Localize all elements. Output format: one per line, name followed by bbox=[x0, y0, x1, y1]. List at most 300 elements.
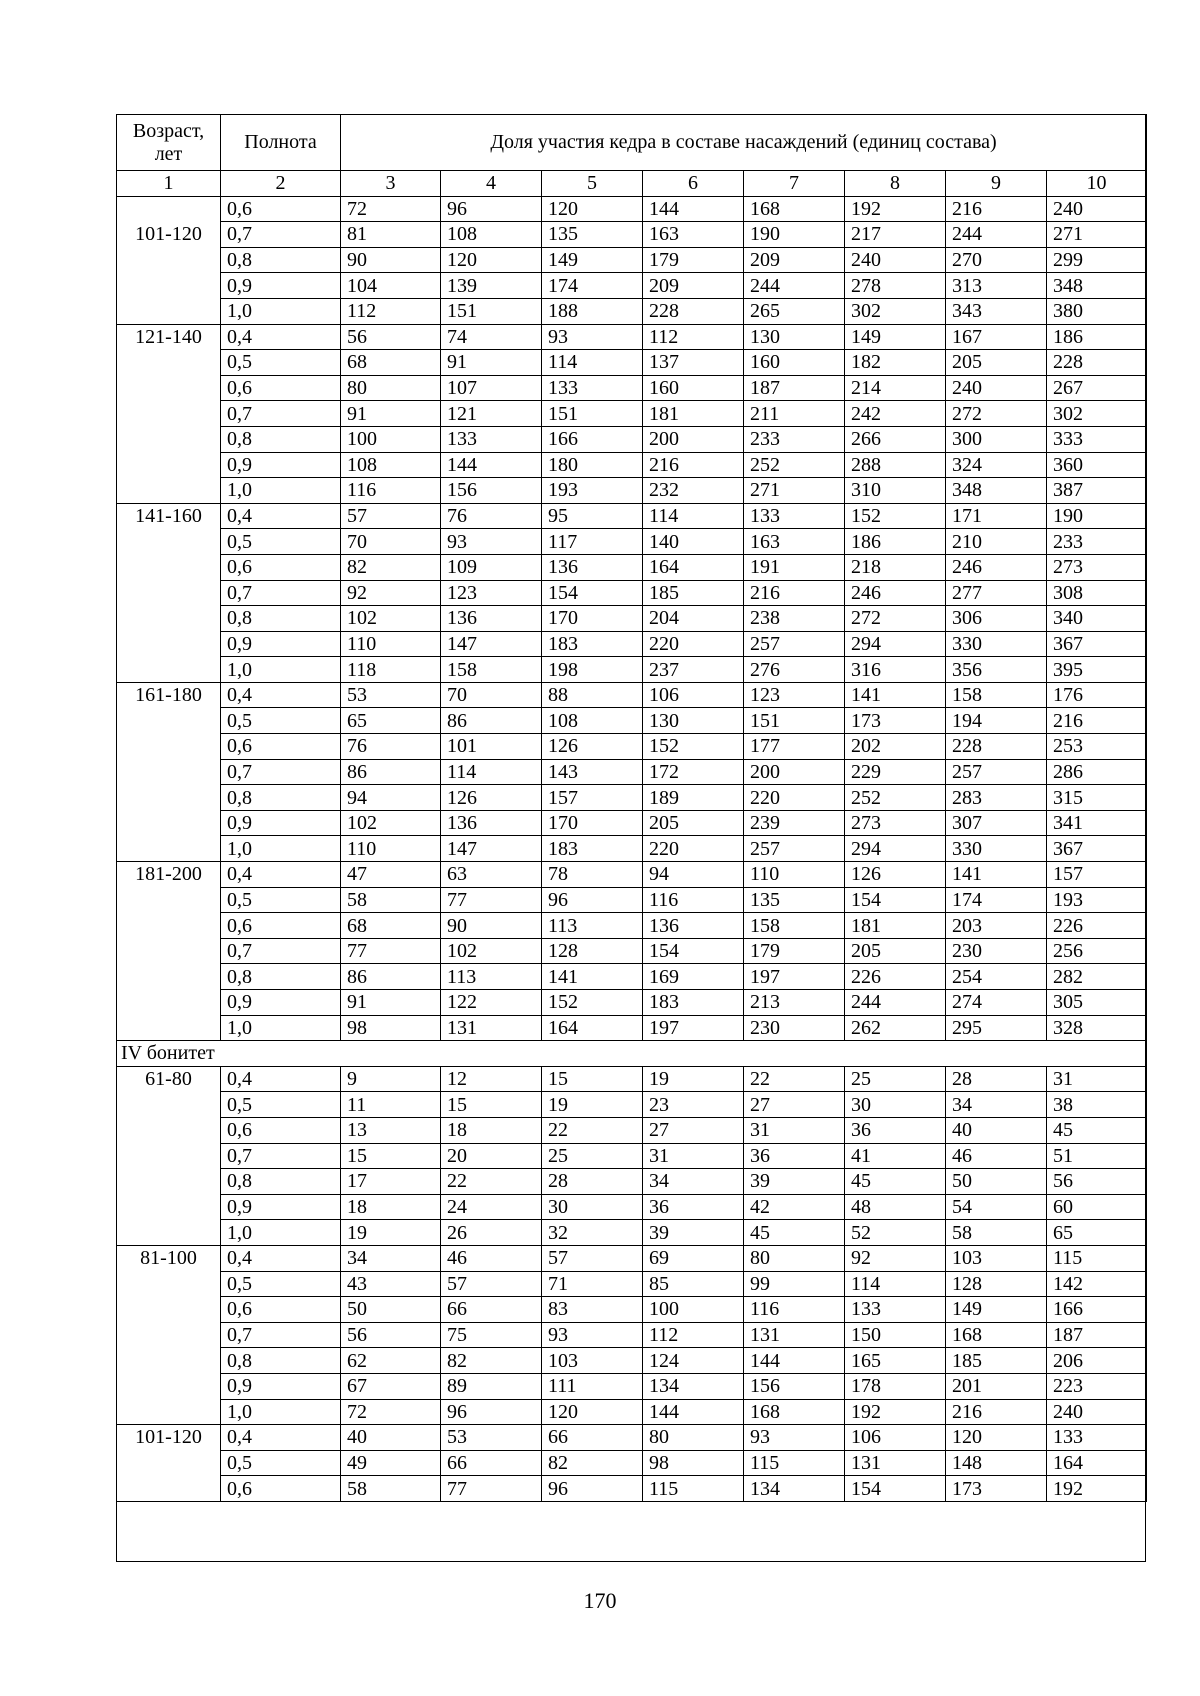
value-cell: 18 bbox=[441, 1117, 542, 1143]
density-cell: 0,8 bbox=[221, 1348, 341, 1374]
table-row bbox=[117, 529, 1147, 555]
table-row bbox=[117, 1450, 1147, 1476]
value-cell: 98 bbox=[341, 1015, 441, 1041]
value-cell: 110 bbox=[744, 862, 845, 888]
density-cell: 0,6 bbox=[221, 734, 341, 760]
value-cell: 34 bbox=[643, 1169, 744, 1195]
value-cell: 40 bbox=[341, 1425, 441, 1451]
density-cell: 0,4 bbox=[221, 682, 341, 708]
value-cell: 96 bbox=[441, 196, 542, 222]
density-cell: 0,8 bbox=[221, 247, 341, 273]
age-cell bbox=[117, 1322, 221, 1348]
table-row bbox=[117, 1373, 1147, 1399]
value-cell: 58 bbox=[341, 887, 441, 913]
value-cell: 186 bbox=[845, 529, 946, 555]
column-number: 5 bbox=[542, 171, 643, 197]
value-cell: 123 bbox=[744, 682, 845, 708]
value-cell: 56 bbox=[341, 1322, 441, 1348]
value-cell: 174 bbox=[542, 273, 643, 299]
value-cell: 185 bbox=[643, 580, 744, 606]
value-cell: 91 bbox=[341, 401, 441, 427]
age-cell bbox=[117, 836, 221, 862]
value-cell: 164 bbox=[1047, 1450, 1147, 1476]
age-cell bbox=[117, 273, 221, 299]
age-cell bbox=[117, 298, 221, 324]
value-cell: 193 bbox=[542, 478, 643, 504]
value-cell: 340 bbox=[1047, 606, 1147, 632]
value-cell: 151 bbox=[542, 401, 643, 427]
value-cell: 217 bbox=[845, 222, 946, 248]
value-cell: 387 bbox=[1047, 478, 1147, 504]
value-cell: 154 bbox=[845, 887, 946, 913]
age-cell bbox=[117, 1271, 221, 1297]
value-cell: 209 bbox=[643, 273, 744, 299]
value-cell: 141 bbox=[542, 964, 643, 990]
value-cell: 93 bbox=[441, 529, 542, 555]
column-number: 9 bbox=[946, 171, 1047, 197]
value-cell: 18 bbox=[341, 1194, 441, 1220]
age-cell bbox=[117, 375, 221, 401]
value-cell: 42 bbox=[744, 1194, 845, 1220]
value-cell: 134 bbox=[643, 1373, 744, 1399]
value-cell: 205 bbox=[643, 810, 744, 836]
value-cell: 218 bbox=[845, 554, 946, 580]
value-cell: 152 bbox=[542, 990, 643, 1016]
age-cell bbox=[117, 478, 221, 504]
value-cell: 27 bbox=[643, 1117, 744, 1143]
table-row bbox=[117, 759, 1147, 785]
value-cell: 192 bbox=[845, 1399, 946, 1425]
value-cell: 181 bbox=[845, 913, 946, 939]
value-cell: 131 bbox=[845, 1450, 946, 1476]
value-cell: 151 bbox=[744, 708, 845, 734]
value-cell: 274 bbox=[946, 990, 1047, 1016]
density-cell: 0,9 bbox=[221, 631, 341, 657]
value-cell: 120 bbox=[946, 1425, 1047, 1451]
value-cell: 310 bbox=[845, 478, 946, 504]
value-cell: 160 bbox=[643, 375, 744, 401]
age-cell bbox=[117, 452, 221, 478]
table-row bbox=[117, 913, 1147, 939]
density-cell: 0,4 bbox=[221, 1425, 341, 1451]
age-cell: 61-80 bbox=[117, 1066, 221, 1092]
value-cell: 265 bbox=[744, 298, 845, 324]
value-cell: 183 bbox=[542, 631, 643, 657]
value-cell: 286 bbox=[1047, 759, 1147, 785]
density-cell: 0,9 bbox=[221, 990, 341, 1016]
value-cell: 70 bbox=[441, 682, 542, 708]
age-cell bbox=[117, 759, 221, 785]
header-age: Возраст, лет bbox=[117, 115, 221, 171]
value-cell: 116 bbox=[341, 478, 441, 504]
page-number: 170 bbox=[583, 1588, 617, 1613]
value-cell: 28 bbox=[946, 1066, 1047, 1092]
value-cell: 152 bbox=[845, 503, 946, 529]
value-cell: 77 bbox=[441, 1476, 542, 1502]
value-cell: 91 bbox=[341, 990, 441, 1016]
value-cell: 216 bbox=[744, 580, 845, 606]
age-cell bbox=[117, 785, 221, 811]
table-row bbox=[117, 580, 1147, 606]
value-cell: 115 bbox=[643, 1476, 744, 1502]
value-cell: 112 bbox=[341, 298, 441, 324]
value-cell: 80 bbox=[744, 1245, 845, 1271]
value-cell: 191 bbox=[744, 554, 845, 580]
value-cell: 53 bbox=[341, 682, 441, 708]
value-cell: 190 bbox=[1047, 503, 1147, 529]
age-cell: 141-160 bbox=[117, 503, 221, 529]
density-cell: 0,5 bbox=[221, 529, 341, 555]
value-cell: 172 bbox=[643, 759, 744, 785]
value-cell: 95 bbox=[542, 503, 643, 529]
value-cell: 266 bbox=[845, 426, 946, 452]
value-cell: 246 bbox=[946, 554, 1047, 580]
column-number: 3 bbox=[341, 171, 441, 197]
value-cell: 205 bbox=[845, 938, 946, 964]
data-table bbox=[116, 114, 1147, 1502]
density-cell: 0,8 bbox=[221, 426, 341, 452]
value-cell: 39 bbox=[744, 1169, 845, 1195]
section-title: IV бонитет bbox=[117, 1041, 1147, 1067]
value-cell: 46 bbox=[946, 1143, 1047, 1169]
value-cell: 194 bbox=[946, 708, 1047, 734]
value-cell: 302 bbox=[845, 298, 946, 324]
column-number: 10 bbox=[1047, 171, 1147, 197]
density-cell: 1,0 bbox=[221, 1399, 341, 1425]
value-cell: 120 bbox=[542, 196, 643, 222]
value-cell: 156 bbox=[441, 478, 542, 504]
value-cell: 50 bbox=[341, 1297, 441, 1323]
value-cell: 154 bbox=[845, 1476, 946, 1502]
value-cell: 203 bbox=[946, 913, 1047, 939]
value-cell: 176 bbox=[1047, 682, 1147, 708]
value-cell: 109 bbox=[441, 554, 542, 580]
value-cell: 257 bbox=[946, 759, 1047, 785]
value-cell: 141 bbox=[946, 862, 1047, 888]
value-cell: 25 bbox=[542, 1143, 643, 1169]
section-title-row bbox=[117, 1041, 1147, 1067]
table-row bbox=[117, 1117, 1147, 1143]
density-cell: 0,7 bbox=[221, 401, 341, 427]
value-cell: 70 bbox=[341, 529, 441, 555]
value-cell: 226 bbox=[1047, 913, 1147, 939]
value-cell: 226 bbox=[845, 964, 946, 990]
age-cell bbox=[117, 631, 221, 657]
header-density: Полнота bbox=[221, 115, 341, 171]
value-cell: 68 bbox=[341, 350, 441, 376]
value-cell: 328 bbox=[1047, 1015, 1147, 1041]
value-cell: 154 bbox=[643, 938, 744, 964]
value-cell: 122 bbox=[441, 990, 542, 1016]
value-cell: 157 bbox=[542, 785, 643, 811]
value-cell: 80 bbox=[643, 1425, 744, 1451]
value-cell: 163 bbox=[643, 222, 744, 248]
value-cell: 185 bbox=[946, 1348, 1047, 1374]
value-cell: 137 bbox=[643, 350, 744, 376]
value-cell: 40 bbox=[946, 1117, 1047, 1143]
value-cell: 197 bbox=[643, 1015, 744, 1041]
value-cell: 142 bbox=[1047, 1271, 1147, 1297]
value-cell: 94 bbox=[643, 862, 744, 888]
value-cell: 257 bbox=[744, 631, 845, 657]
value-cell: 151 bbox=[441, 298, 542, 324]
density-cell: 0,8 bbox=[221, 964, 341, 990]
value-cell: 173 bbox=[946, 1476, 1047, 1502]
value-cell: 56 bbox=[1047, 1169, 1147, 1195]
value-cell: 131 bbox=[744, 1322, 845, 1348]
age-cell bbox=[117, 350, 221, 376]
value-cell: 239 bbox=[744, 810, 845, 836]
table-row bbox=[117, 401, 1147, 427]
value-cell: 295 bbox=[946, 1015, 1047, 1041]
value-cell: 66 bbox=[441, 1297, 542, 1323]
value-cell: 135 bbox=[542, 222, 643, 248]
value-cell: 115 bbox=[1047, 1245, 1147, 1271]
value-cell: 135 bbox=[744, 887, 845, 913]
value-cell: 252 bbox=[845, 785, 946, 811]
value-cell: 100 bbox=[643, 1297, 744, 1323]
value-cell: 48 bbox=[845, 1194, 946, 1220]
value-cell: 299 bbox=[1047, 247, 1147, 273]
value-cell: 23 bbox=[643, 1092, 744, 1118]
table-row bbox=[117, 964, 1147, 990]
age-cell bbox=[117, 1169, 221, 1195]
age-cell bbox=[117, 426, 221, 452]
value-cell: 143 bbox=[542, 759, 643, 785]
value-cell: 333 bbox=[1047, 426, 1147, 452]
column-number: 1 bbox=[117, 171, 221, 197]
value-cell: 76 bbox=[341, 734, 441, 760]
value-cell: 202 bbox=[845, 734, 946, 760]
age-cell: 81-100 bbox=[117, 1245, 221, 1271]
value-cell: 47 bbox=[341, 862, 441, 888]
value-cell: 51 bbox=[1047, 1143, 1147, 1169]
value-cell: 56 bbox=[341, 324, 441, 350]
value-cell: 114 bbox=[643, 503, 744, 529]
value-cell: 140 bbox=[643, 529, 744, 555]
value-cell: 103 bbox=[542, 1348, 643, 1374]
value-cell: 22 bbox=[542, 1117, 643, 1143]
density-cell: 0,7 bbox=[221, 580, 341, 606]
table-row bbox=[117, 426, 1147, 452]
value-cell: 60 bbox=[1047, 1194, 1147, 1220]
density-cell: 0,9 bbox=[221, 1373, 341, 1399]
value-cell: 31 bbox=[1047, 1066, 1147, 1092]
value-cell: 313 bbox=[946, 273, 1047, 299]
value-cell: 114 bbox=[845, 1271, 946, 1297]
age-cell bbox=[117, 1373, 221, 1399]
value-cell: 116 bbox=[744, 1297, 845, 1323]
age-cell bbox=[117, 1348, 221, 1374]
age-cell bbox=[117, 196, 221, 222]
value-cell: 168 bbox=[946, 1322, 1047, 1348]
value-cell: 114 bbox=[542, 350, 643, 376]
value-cell: 183 bbox=[643, 990, 744, 1016]
density-cell: 1,0 bbox=[221, 298, 341, 324]
value-cell: 302 bbox=[1047, 401, 1147, 427]
value-cell: 144 bbox=[744, 1348, 845, 1374]
value-cell: 31 bbox=[643, 1143, 744, 1169]
value-cell: 45 bbox=[845, 1169, 946, 1195]
value-cell: 246 bbox=[845, 580, 946, 606]
density-cell: 0,4 bbox=[221, 324, 341, 350]
value-cell: 276 bbox=[744, 657, 845, 683]
value-cell: 163 bbox=[744, 529, 845, 555]
value-cell: 116 bbox=[643, 887, 744, 913]
density-cell: 0,7 bbox=[221, 938, 341, 964]
age-cell: 121-140 bbox=[117, 324, 221, 350]
table-row bbox=[117, 247, 1147, 273]
value-cell: 187 bbox=[1047, 1322, 1147, 1348]
value-cell: 57 bbox=[441, 1271, 542, 1297]
value-cell: 121 bbox=[441, 401, 542, 427]
value-cell: 80 bbox=[341, 375, 441, 401]
value-cell: 67 bbox=[341, 1373, 441, 1399]
value-cell: 78 bbox=[542, 862, 643, 888]
value-cell: 36 bbox=[744, 1143, 845, 1169]
value-cell: 39 bbox=[643, 1220, 744, 1246]
table-row bbox=[117, 836, 1147, 862]
age-cell bbox=[117, 1476, 221, 1502]
value-cell: 190 bbox=[744, 222, 845, 248]
density-cell: 0,6 bbox=[221, 1297, 341, 1323]
value-cell: 65 bbox=[341, 708, 441, 734]
value-cell: 131 bbox=[441, 1015, 542, 1041]
value-cell: 348 bbox=[946, 478, 1047, 504]
value-cell: 228 bbox=[946, 734, 1047, 760]
table-row bbox=[117, 1015, 1147, 1041]
value-cell: 233 bbox=[744, 426, 845, 452]
header-row bbox=[117, 115, 1147, 171]
column-number-row bbox=[117, 171, 1147, 197]
value-cell: 307 bbox=[946, 810, 1047, 836]
value-cell: 242 bbox=[845, 401, 946, 427]
value-cell: 53 bbox=[441, 1425, 542, 1451]
value-cell: 93 bbox=[542, 1322, 643, 1348]
value-cell: 108 bbox=[341, 452, 441, 478]
table-row bbox=[117, 273, 1147, 299]
value-cell: 294 bbox=[845, 836, 946, 862]
value-cell: 271 bbox=[1047, 222, 1147, 248]
density-cell: 1,0 bbox=[221, 1220, 341, 1246]
value-cell: 223 bbox=[1047, 1373, 1147, 1399]
age-cell bbox=[117, 1194, 221, 1220]
age-cell bbox=[117, 554, 221, 580]
value-cell: 152 bbox=[643, 734, 744, 760]
value-cell: 144 bbox=[643, 1399, 744, 1425]
value-cell: 72 bbox=[341, 196, 441, 222]
value-cell: 330 bbox=[946, 836, 1047, 862]
value-cell: 123 bbox=[441, 580, 542, 606]
value-cell: 77 bbox=[441, 887, 542, 913]
value-cell: 230 bbox=[946, 938, 1047, 964]
value-cell: 15 bbox=[341, 1143, 441, 1169]
column-number: 8 bbox=[845, 171, 946, 197]
value-cell: 57 bbox=[542, 1245, 643, 1271]
value-cell: 81 bbox=[341, 222, 441, 248]
value-cell: 113 bbox=[542, 913, 643, 939]
age-cell bbox=[117, 913, 221, 939]
density-cell: 0,5 bbox=[221, 1450, 341, 1476]
value-cell: 220 bbox=[643, 631, 744, 657]
density-cell: 0,7 bbox=[221, 1322, 341, 1348]
value-cell: 180 bbox=[542, 452, 643, 478]
column-number: 2 bbox=[221, 171, 341, 197]
value-cell: 113 bbox=[441, 964, 542, 990]
value-cell: 270 bbox=[946, 247, 1047, 273]
table-row bbox=[117, 1348, 1147, 1374]
value-cell: 115 bbox=[744, 1450, 845, 1476]
value-cell: 272 bbox=[845, 606, 946, 632]
value-cell: 170 bbox=[542, 606, 643, 632]
table-row bbox=[117, 554, 1147, 580]
value-cell: 93 bbox=[744, 1425, 845, 1451]
value-cell: 186 bbox=[1047, 324, 1147, 350]
value-cell: 46 bbox=[441, 1245, 542, 1271]
value-cell: 92 bbox=[341, 580, 441, 606]
value-cell: 12 bbox=[441, 1066, 542, 1092]
value-cell: 88 bbox=[542, 682, 643, 708]
table-row bbox=[117, 375, 1147, 401]
value-cell: 128 bbox=[542, 938, 643, 964]
value-cell: 43 bbox=[341, 1271, 441, 1297]
density-cell: 0,6 bbox=[221, 554, 341, 580]
value-cell: 66 bbox=[441, 1450, 542, 1476]
density-cell: 1,0 bbox=[221, 1015, 341, 1041]
value-cell: 65 bbox=[1047, 1220, 1147, 1246]
value-cell: 108 bbox=[441, 222, 542, 248]
value-cell: 112 bbox=[643, 1322, 744, 1348]
value-cell: 367 bbox=[1047, 836, 1147, 862]
table-row bbox=[117, 1476, 1147, 1502]
table-row bbox=[117, 1245, 1147, 1271]
value-cell: 30 bbox=[542, 1194, 643, 1220]
value-cell: 85 bbox=[643, 1271, 744, 1297]
value-cell: 77 bbox=[341, 938, 441, 964]
value-cell: 133 bbox=[441, 426, 542, 452]
table-row bbox=[117, 478, 1147, 504]
value-cell: 360 bbox=[1047, 452, 1147, 478]
value-cell: 201 bbox=[946, 1373, 1047, 1399]
value-cell: 34 bbox=[946, 1092, 1047, 1118]
age-cell bbox=[117, 247, 221, 273]
value-cell: 283 bbox=[946, 785, 1047, 811]
table-row bbox=[117, 1194, 1147, 1220]
value-cell: 240 bbox=[845, 247, 946, 273]
value-cell: 101 bbox=[441, 734, 542, 760]
density-cell: 0,5 bbox=[221, 708, 341, 734]
value-cell: 62 bbox=[341, 1348, 441, 1374]
value-cell: 214 bbox=[845, 375, 946, 401]
value-cell: 232 bbox=[643, 478, 744, 504]
density-cell: 0,5 bbox=[221, 1271, 341, 1297]
value-cell: 136 bbox=[441, 606, 542, 632]
value-cell: 126 bbox=[441, 785, 542, 811]
density-cell: 0,6 bbox=[221, 1117, 341, 1143]
density-cell: 0,6 bbox=[221, 375, 341, 401]
age-cell bbox=[117, 938, 221, 964]
table-row bbox=[117, 503, 1147, 529]
value-cell: 99 bbox=[744, 1271, 845, 1297]
table-row bbox=[117, 1322, 1147, 1348]
table-row bbox=[117, 862, 1147, 888]
value-cell: 170 bbox=[542, 810, 643, 836]
value-cell: 164 bbox=[542, 1015, 643, 1041]
value-cell: 240 bbox=[1047, 1399, 1147, 1425]
value-cell: 233 bbox=[1047, 529, 1147, 555]
value-cell: 179 bbox=[744, 938, 845, 964]
value-cell: 30 bbox=[845, 1092, 946, 1118]
